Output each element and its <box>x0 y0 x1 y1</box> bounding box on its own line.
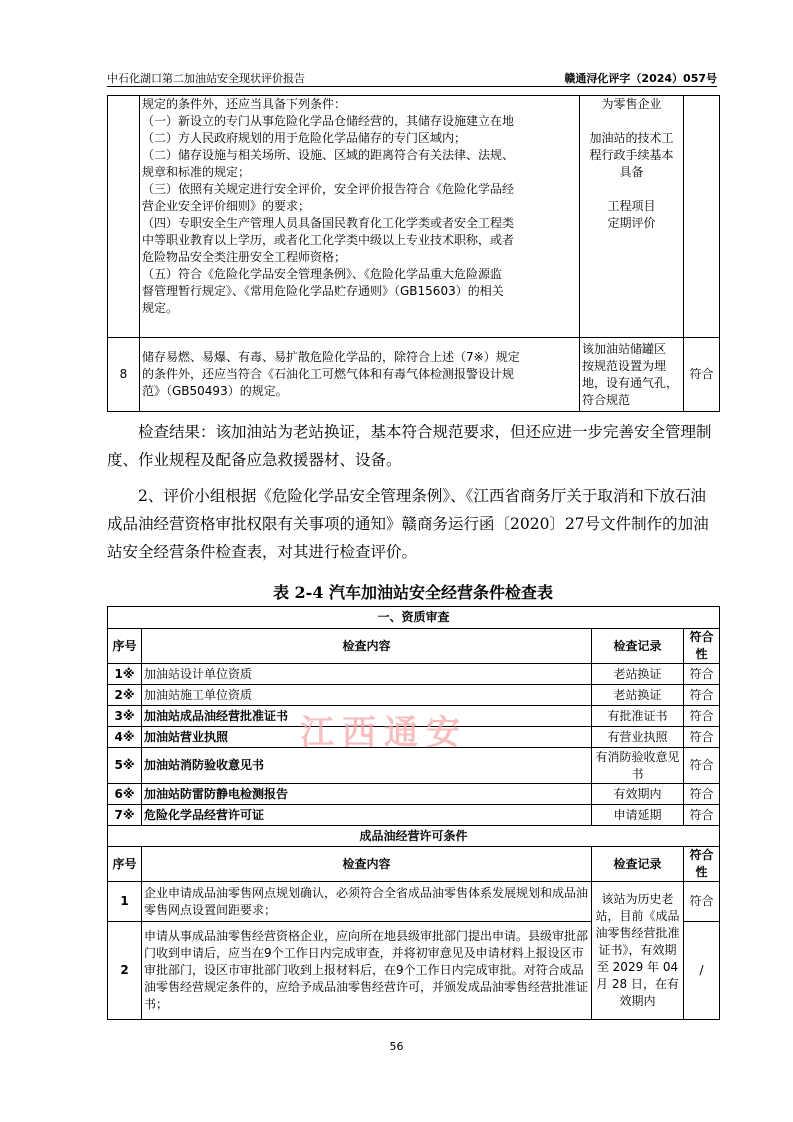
header-content: 检查内容 <box>142 847 592 882</box>
check-content: 加油站设计单位资质 <box>142 664 592 685</box>
table-header-row <box>108 629 720 664</box>
header-result: 符合性 <box>684 629 720 664</box>
section-header-row <box>108 826 720 847</box>
check-record: 老站换证 <box>592 664 684 685</box>
check-result: 符合 <box>684 784 720 805</box>
check-record: 为零售企业 加油站的技术工 程行政手续基本 具备 工程项目 定期评价 <box>580 96 684 338</box>
check-content: 规定的条件外，还应当具备下列条件： （一）新设立的专门从事危险化学品仓储经营的，其储存设施建立在地 （二）方人民政府规划的用于危险化学品储存的专门区域内； （二）储存设施与相关场所、设施、区域的距离符合有关法律、法规、 规章和标准的规定； （三）依照有关规定进行安全评价，安全评价报告符合《危险化学品经 营企业安全评价细则》的要求； （四）专职安全生产管理人员具备国民教育化工化学类或者安全工程类 中等职业教育以上学历，或者化工化学类中级以上专业技术职称，或者 危险物品安全类注册安全工程师资格； （五）符合《危险化学品安全管理条例》、《危险化学品重大危险源监 督管理暂行规定》、《常用危险化学品贮存通则》（GB15603）的相关 规定。 <box>140 96 580 338</box>
row-number: 8 <box>108 338 140 412</box>
check-record: 有营业执照 <box>592 727 684 748</box>
section-header-row <box>108 607 720 629</box>
check-result: 符合 <box>684 805 720 826</box>
table-row <box>108 805 720 826</box>
check-result: 符合 <box>684 338 720 412</box>
check-content: 加油站营业执照 <box>142 727 592 748</box>
header-no: 序号 <box>108 629 142 664</box>
table-row <box>108 685 720 706</box>
table-row <box>108 784 720 805</box>
row-number: 3※ <box>108 706 142 727</box>
check-result: / <box>684 922 720 1020</box>
evaluation-basis-paragraph: 2、评价小组根据《危险化学品安全管理条例》、《江西省商务厅关于取消和下放石油成品油经营资格审批权限有关事项的通知》赣商务运行函〔2020〕27号文件制作的加油站安全经营条件检查表，对其进行检查评价。 <box>107 487 709 561</box>
header-result: 符合性 <box>684 847 720 882</box>
table-header-row <box>108 847 720 882</box>
page-header <box>107 70 717 87</box>
check-record: 老站换证 <box>592 685 684 706</box>
header-no: 序号 <box>108 847 142 882</box>
row-number <box>108 96 140 338</box>
row-number: 1 <box>108 882 142 922</box>
section-title: 一、资质审查 <box>108 607 720 629</box>
table-row <box>108 96 720 338</box>
row-number: 2※ <box>108 685 142 706</box>
check-result: 符合 <box>684 748 720 784</box>
header-record: 检查记录 <box>592 847 684 882</box>
check-record: 有消防验收意见书 <box>592 748 684 784</box>
row-number: 1※ <box>108 664 142 685</box>
check-record: 申请延期 <box>592 805 684 826</box>
table-row <box>108 882 720 922</box>
check-content: 申请从事成品油零售经营资格企业，应向所在地县级审批部门提出申请。县级审批部门收到申请后，应当在9个工作日内完成审查，并将初审意见及申请材料上报设区市审批部门，设区市审批部门收到上报材料后，在9个工作日内完成审批。对符合成品油零售经营规定条件的，应给予成品油零售经营许可，并颁发成品油零售经营批准证书； <box>142 922 592 1020</box>
header-report-number: 赣通浔化评字（2024）057号 <box>564 72 717 85</box>
page-number: 56 <box>389 1040 404 1053</box>
check-content: 储存易燃、易爆、有毒、易扩散危险化学品的，除符合上述（7※）规定 的条件外，还应当符合《石油化工可燃气体和有毒气体检测报警设计规 范》（GB50493）的规定。 <box>140 338 580 412</box>
header-record: 检查记录 <box>592 629 684 664</box>
row-number: 4※ <box>108 727 142 748</box>
check-content: 企业申请成品油零售网点规划确认，必须符合全省成品油零售体系发展规划和成品油零售网点设置间距要求； <box>142 882 592 922</box>
check-result: 符合 <box>684 882 720 922</box>
conditions-table-continued <box>107 95 720 412</box>
check-content: 加油站施工单位资质 <box>142 685 592 706</box>
check-content: 加油站成品油经营批准证书 <box>142 706 592 727</box>
check-content: 危险化学品经营许可证 <box>142 805 592 826</box>
table-row <box>108 664 720 685</box>
watermark: 江西通安 <box>300 713 468 753</box>
row-number: 2 <box>108 922 142 1020</box>
check-result: 符合 <box>684 685 720 706</box>
check-record: 有效期内 <box>592 784 684 805</box>
header-content: 检查内容 <box>142 629 592 664</box>
check-record: 有批准证书 <box>592 706 684 727</box>
check-result: 符合 <box>684 727 720 748</box>
check-conclusion-paragraph: 检查结果：该加油站为老站换证，基本符合规范要求，但还应进一步完善安全管理制度、作业规程及配备应急救援器材、设备。 <box>107 423 712 469</box>
row-number: 7※ <box>108 805 142 826</box>
check-content: 加油站防雷防静电检测报告 <box>142 784 592 805</box>
check-result: 符合 <box>684 664 720 685</box>
check-record: 该加油站储罐区 按规范设置为埋 地，设有通气孔， 符合规范 <box>580 338 684 412</box>
row-number: 5※ <box>108 748 142 784</box>
check-content: 加油站消防验收意见书 <box>142 748 592 784</box>
safety-conditions-table <box>107 606 720 1020</box>
check-record: 该站为历史老站，目前《成品油零售经营批准证书》，有效期至 2029 年 04 月 28 日，在有效期内 <box>592 882 684 1020</box>
header-report-title: 中石化湖口第二加油站安全现状评价报告 <box>107 72 305 85</box>
table-row <box>108 338 720 412</box>
check-result <box>684 96 720 338</box>
check-result: 符合 <box>684 706 720 727</box>
row-number: 6※ <box>108 784 142 805</box>
section-title: 成品油经营许可条件 <box>108 826 720 847</box>
table-caption: 表 2-4 汽车加油站安全经营条件检查表 <box>272 583 554 602</box>
